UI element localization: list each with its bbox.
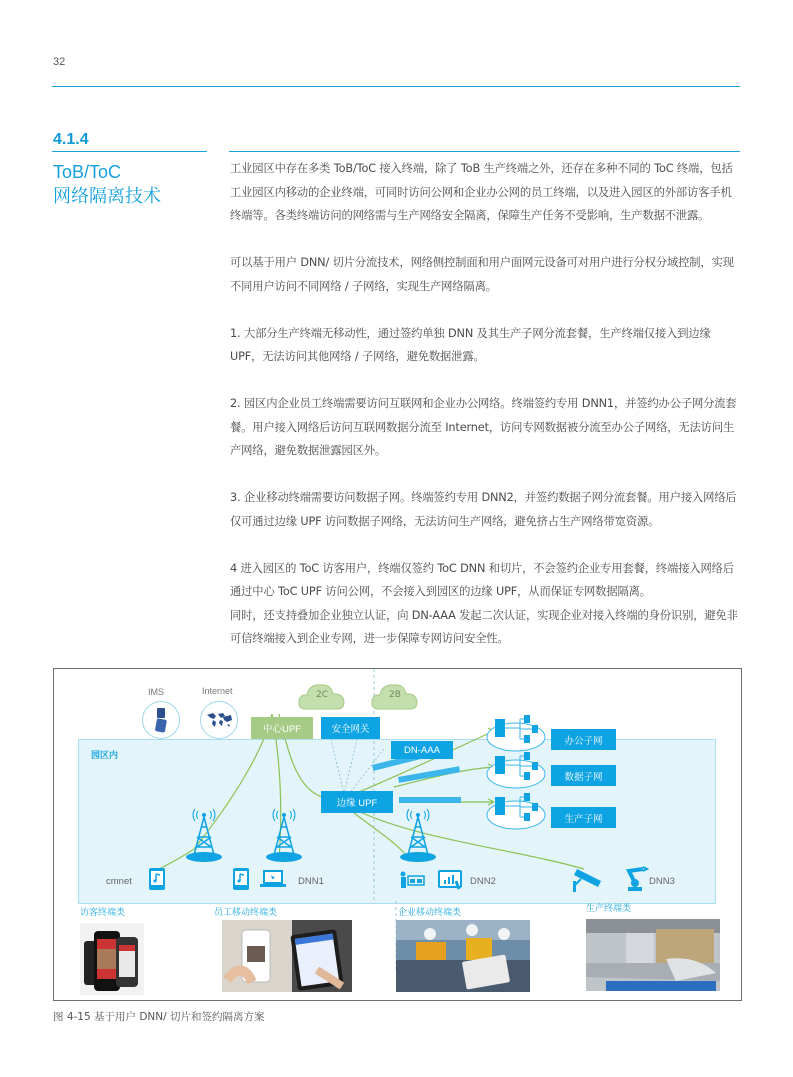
production-subnet-box: 生产子网 xyxy=(551,807,616,828)
visitor-smartphones-photo xyxy=(80,923,144,995)
industrial-robot-arm-icon xyxy=(621,865,649,893)
cloud-2c-label: 2C xyxy=(316,690,329,700)
internet-globe-icon xyxy=(200,701,238,739)
employee-phone-icon xyxy=(232,867,250,891)
central-upf-box: 中心UPF xyxy=(251,717,313,739)
production-server-cluster xyxy=(487,793,545,829)
section-title xyxy=(53,160,161,208)
paragraph-dn-aaa: 同时，还支持叠加企业独立认证，向 DN-AAA 发起二次认证，实现企业对接入终端的身份识别，避免非可信终端接入到企业专网，进一步保障专网访问安全性。 xyxy=(230,608,738,645)
base-station-tower-icon-3 xyxy=(398,807,438,867)
network-isolation-diagram xyxy=(53,668,742,1001)
category-employee-label: 员工移动终端类 xyxy=(214,908,278,918)
paragraph-dnn-slicing: 可以基于用户 DNN/ 切片分流技术，网络侧控制面和用户面网元设备可对用户进行分权分域控制，实现不同用户访问不同网络 / 子网络，实现生产网络隔离。 xyxy=(230,256,734,293)
paragraph-item-2: 2. 园区内企业员工终端需要访问互联网和企业办公网络。终端签约专用 DNN1，并签约办公子网分流套餐。用户接入网络后访问互联网数据分流至 Internet，访问专网数据被分流至办公子网络，无法访问生产网络，避免数据泄露园区外。 xyxy=(230,397,737,457)
section-title-line2: 网络隔离技术 xyxy=(53,186,161,206)
visitor-phone-icon xyxy=(148,867,166,891)
category-visitor-label: 访客终端类 xyxy=(80,908,126,918)
ims-phone-icon xyxy=(142,701,180,739)
cloud-2b-label: 2B xyxy=(389,690,401,700)
body-text xyxy=(230,157,742,651)
paragraph-intro: 工业园区中存在多类 ToB/ToC 接入终端，除了 ToB 生产终端之外，还存在多种不同的 ToC 终端，包括工业园区内移动的企业终端，可同时访问公网和企业办公网的员工终端，以及进入园区的外部访客手机终端等。各类终端访问的网络需与生产网络安全隔离，保障生产任务不受影响，生产数据不泄露。 xyxy=(230,162,733,222)
security-gateway-box: 安全网关 xyxy=(321,717,380,739)
page-number: 32 xyxy=(53,56,66,68)
paragraph-item-3: 3. 企业移动终端需要访问数据子网。终端签约专用 DNN2，并签约数据子网分流套餐。用户接入网络后仅可通过边缘 UPF 访问数据子网络，无法访问生产网络，避免挤占生产网络带宽资源。 xyxy=(230,491,737,528)
office-server-cluster xyxy=(487,715,545,751)
enterprise-factory-tablet-photo xyxy=(396,920,530,992)
surveillance-camera-icon xyxy=(571,865,605,893)
paragraph-item-4: 4 进入园区的 ToC 访客用户，终端仅签约 ToC DNN 和切片，不会签约企业专用套餐，终端接入网络后通过中心 ToC UPF 访问公网，不会接入到园区的边缘 UPF，从而保证专网数据隔离。 xyxy=(230,561,734,598)
data-subnet-box: 数据子网 xyxy=(551,765,616,786)
internet-label: Internet xyxy=(202,686,233,696)
employee-laptop-icon xyxy=(259,869,287,889)
subnet-server-clusters xyxy=(486,713,550,833)
section-title-line1: ToB/ToC xyxy=(53,162,122,182)
section-number: 4.1.4 xyxy=(53,131,89,148)
data-server-cluster xyxy=(487,752,545,788)
dn-aaa-box: DN-AAA xyxy=(391,741,453,759)
header-divider xyxy=(52,86,740,87)
paragraph-item-1: 1. 大部分生产终端无移动性，通过签约单独 DNN 及其生产子网分流套餐，生产终端仅接入到边缘 UPF，无法访问其他网络 / 子网络，避免数据泄露。 xyxy=(230,326,711,363)
edge-upf-box: 边缘 UPF xyxy=(321,791,393,813)
cmnet-label: cmnet xyxy=(106,876,132,887)
category-enterprise-label: 企业移动终端类 xyxy=(398,908,462,918)
enterprise-tablet-chart-icon xyxy=(437,869,463,891)
employee-devices-photo xyxy=(222,920,352,992)
dnn1-label: DNN1 xyxy=(298,876,324,887)
section-divider-right xyxy=(229,151,740,152)
section-divider-left xyxy=(52,151,207,152)
ims-label: IMS xyxy=(148,687,165,697)
office-subnet-box: 办公子网 xyxy=(551,729,616,750)
base-station-tower-icon-1 xyxy=(184,807,224,867)
base-station-tower-icon-2 xyxy=(264,807,304,867)
dnn2-label: DNN2 xyxy=(470,876,496,887)
production-line-photo xyxy=(586,919,720,991)
campus-zone-label: 园区内 xyxy=(91,751,119,761)
figure-caption: 图 4-15 基于用户 DNN/ 切片和签约隔离方案 xyxy=(53,1011,265,1023)
dnn3-label: DNN3 xyxy=(649,876,675,887)
enterprise-worker-kiosk-icon xyxy=(399,871,425,889)
category-production-label: 生产终端类 xyxy=(586,904,632,914)
